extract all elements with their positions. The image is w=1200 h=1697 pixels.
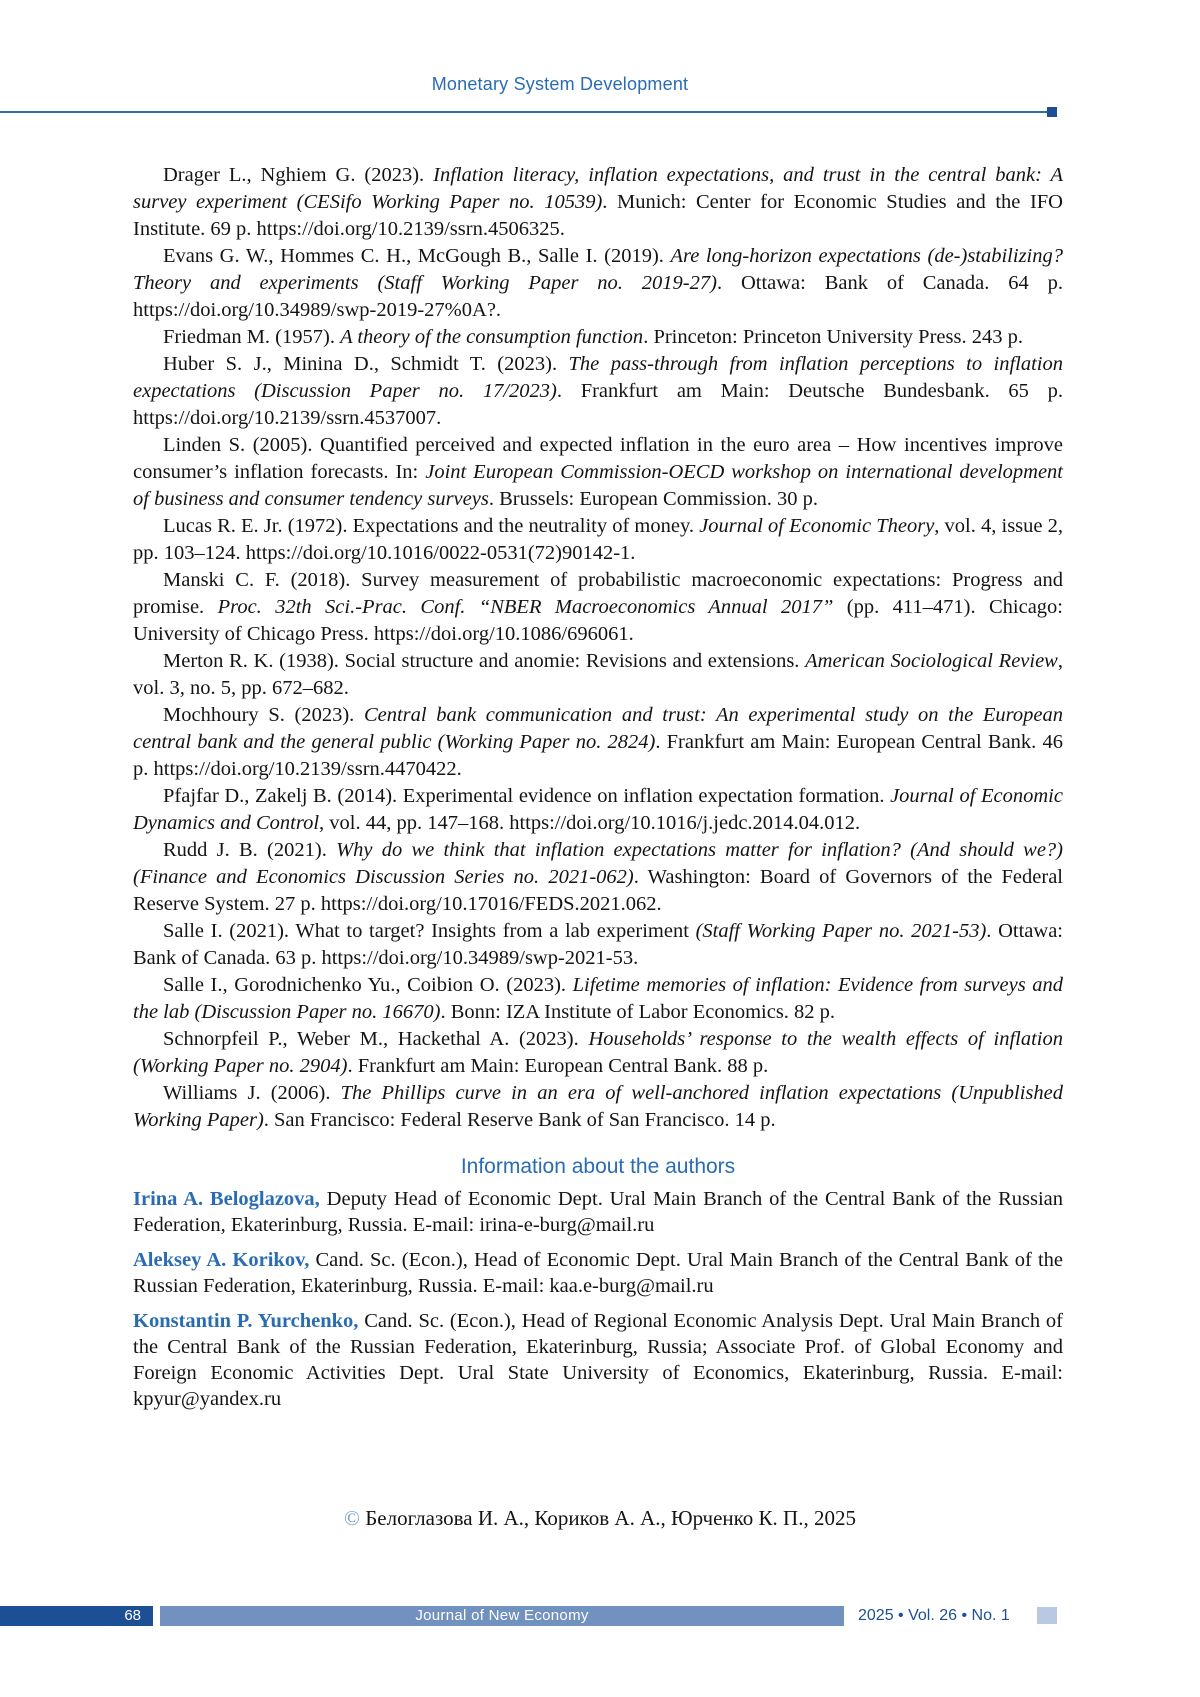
reference-title-italic: Why do we think that inflation expectations matter for inflation? (And should we?) (Finance and Economics Discussion Series no. 2021-062) bbox=[133, 839, 1063, 888]
reference-item bbox=[133, 567, 1063, 648]
reference-text: Manski C. F. (2018). Survey measurement of probabilistic macroeconomic expectations: Progress and promise. bbox=[133, 569, 1063, 618]
reference-item bbox=[133, 702, 1063, 783]
reference-item bbox=[133, 1080, 1063, 1134]
footer-journal-bar: Journal of New Economy bbox=[160, 1606, 844, 1626]
running-head: Monetary System Development bbox=[431, 74, 689, 94]
reference-text: Rudd J. B. (2021). bbox=[163, 839, 337, 861]
reference-item bbox=[133, 972, 1063, 1026]
reference-text: . Frankfurt am Main: European Central Bank. 88 p. bbox=[347, 1055, 769, 1077]
reference-title-italic: Central bank communication and trust: An experimental study on the European central bank and the general public (Working Paper no. 2824) bbox=[133, 704, 1063, 753]
reference-text: Williams J. (2006). bbox=[163, 1082, 341, 1104]
reference-text: . Brussels: European Commission. 30 p. bbox=[488, 488, 818, 510]
reference-item bbox=[133, 918, 1063, 972]
page-content bbox=[133, 162, 1063, 1421]
reference-text: . San Francisco: Federal Reserve Bank of San Francisco. 14 p. bbox=[263, 1109, 776, 1131]
reference-title-italic: Households’ response to the wealth effects of inflation (Working Paper no. 2904) bbox=[133, 1028, 1064, 1077]
reference-title-italic: Are long-horizon expectations (de-)stabilizing? Theory and experiments (Staff Working Paper no. 2019-27) bbox=[133, 245, 1063, 294]
reference-text: Schnorpfeil P., Weber M., Hackethal A. (2023). bbox=[163, 1028, 589, 1050]
author-item bbox=[133, 1247, 1063, 1299]
footer-page-number: 68 bbox=[0, 1606, 153, 1626]
reference-title-italic: Joint European Commission-OECD workshop on international development of business and consumer tendency surveys bbox=[133, 461, 1063, 510]
authors-section-heading: Information about the authors bbox=[460, 1155, 736, 1178]
reference-item bbox=[133, 837, 1063, 918]
reference-title-italic: A theory of the consumption function bbox=[340, 326, 644, 348]
author-description: Cand. Sc. (Econ.), Head of Economic Dept. Ural Main Branch of the Central Bank of the Russian Federation, Ekaterinburg, Russia. E-mail: kaa.e-burg@mail.ru bbox=[133, 1249, 1063, 1297]
reference-text: , vol. 44, pp. 147–168. https://doi.org/10.1016/j.jedc.2014.04.012. bbox=[319, 812, 861, 834]
reference-text: Huber S. J., Minina D., Schmidt T. (2023). bbox=[163, 353, 569, 375]
reference-text: Evans G. W., Hommes C. H., McGough B., Salle I. (2019). bbox=[163, 245, 671, 267]
references-list bbox=[133, 162, 1063, 1134]
reference-title-italic: Inflation literacy, inflation expectations, and trust in the central bank: A survey experiment (CESifo Working Paper no. 10539) bbox=[133, 164, 1063, 213]
reference-text: . Princeton: Princeton University Press. 243 p. bbox=[643, 326, 1023, 348]
copyright-line bbox=[0, 1506, 1200, 1531]
reference-item bbox=[133, 324, 1063, 351]
reference-text: Salle I., Gorodnichenko Yu., Coibion O. (2023). bbox=[163, 974, 573, 996]
reference-text: . Washington: Board of Governors of the Federal Reserve System. 27 p. https://doi.org/10.17016/FEDS.2021.062. bbox=[133, 866, 1063, 915]
header-rule-square bbox=[1047, 107, 1057, 117]
author-name: Irina A. Beloglazova, bbox=[133, 1188, 320, 1210]
reference-text: . Ottawa: Bank of Canada. 63 p. https://doi.org/10.34989/swp-2021-53. bbox=[133, 920, 1063, 969]
copyright-text: Белоглазова И. А., Кориков А. А., Юрченко К. П., 2025 bbox=[359, 1506, 856, 1530]
reference-text: Lucas R. E. Jr. (1972). Expectations and the neutrality of money. bbox=[163, 515, 700, 537]
reference-title-italic: Journal of Economic Theory bbox=[699, 515, 935, 537]
reference-text: . Ottawa: Bank of Canada. 64 p. https://doi.org/10.34989/swp-2019-27%0A?. bbox=[133, 272, 1063, 321]
reference-text: Pfajfar D., Zakelj B. (2014). Experimental evidence on inflation expectation formation. bbox=[163, 785, 891, 807]
copyright-symbol: © bbox=[344, 1506, 360, 1530]
reference-title-italic: Journal of Economic Dynamics and Control bbox=[133, 785, 1063, 834]
footer-corner-square bbox=[1037, 1607, 1057, 1624]
reference-item bbox=[133, 162, 1063, 243]
reference-item bbox=[133, 513, 1063, 567]
author-description: Deputy Head of Economic Dept. Ural Main Branch of the Central Bank of the Russian Federation, Ekaterinburg, Russia. E-mail: irina-e-burg@mail.ru bbox=[133, 1188, 1064, 1236]
reference-item bbox=[133, 783, 1063, 837]
reference-text: Linden S. (2005). Quantified perceived and expected inflation in the euro area – How incentives improve consumer’s inflation forecasts. In: bbox=[133, 434, 1063, 483]
footer-issue-info: 2025 • Vol. 26 • No. 1 bbox=[858, 1607, 1010, 1624]
author-name: Konstantin P. Yurchenko, bbox=[133, 1310, 359, 1332]
reference-text: . Frankfurt am Main: Deutsche Bundesbank. 65 p. https://doi.org/10.2139/ssrn.4537007. bbox=[133, 380, 1064, 429]
reference-text: , vol. 4, issue 2, pp. 103–124. https://doi.org/10.1016/0022-0531(72)90142-1. bbox=[133, 515, 1064, 564]
reference-text: Merton R. K. (1938). Social structure and anomie: Revisions and extensions. bbox=[163, 650, 806, 672]
reference-title-italic: American Sociological Review bbox=[805, 650, 1058, 672]
reference-text: . Frankfurt am Main: European Central Bank. 46 p. https://doi.org/10.2139/ssrn.4470422. bbox=[133, 731, 1063, 780]
author-name: Aleksey A. Korikov, bbox=[133, 1249, 310, 1271]
reference-item bbox=[133, 648, 1063, 702]
reference-item bbox=[133, 432, 1063, 513]
author-item bbox=[133, 1308, 1063, 1412]
reference-text: Drager L., Nghiem G. (2023). bbox=[163, 164, 434, 186]
reference-text: Salle I. (2021). What to target? Insights from a lab experiment bbox=[163, 920, 696, 942]
reference-text: . Bonn: IZA Institute of Labor Economics. 82 p. bbox=[440, 1001, 836, 1023]
reference-title-italic: The pass-through from inflation perceptions to inflation expectations (Discussion Paper no. 17/2023) bbox=[133, 353, 1063, 402]
reference-item bbox=[133, 1026, 1063, 1080]
reference-title-italic: Proc. 32th Sci.-Prac. Conf. “NBER Macroeconomics Annual 2017” bbox=[217, 596, 834, 618]
reference-title-italic: (Staff Working Paper no. 2021-53) bbox=[695, 920, 987, 942]
reference-text: Friedman M. (1957). bbox=[163, 326, 341, 348]
reference-text: . Munich: Center for Economic Studies and the IFO Institute. 69 p. https://doi.org/10.2139/ssrn.4506325. bbox=[133, 191, 1063, 240]
reference-text: Mochhoury S. (2023). bbox=[163, 704, 364, 726]
reference-title-italic: The Phillips curve in an era of well-anchored inflation expectations (Unpublished Working Paper) bbox=[133, 1082, 1064, 1131]
reference-item bbox=[133, 243, 1063, 324]
header-rule bbox=[0, 111, 1053, 113]
author-description: Cand. Sc. (Econ.), Head of Regional Economic Analysis Dept. Ural Main Branch of the Central Bank of the Russian Federation, Ekaterinburg, Russia; Associate Prof. of Global Economy and Foreign Economic Activities Dept. Ural State University of Economics, Ekaterinburg, Russia. E-mail: kpyur@yandex.ru bbox=[133, 1310, 1063, 1410]
reference-text: , vol. 3, no. 5, pp. 672–682. bbox=[133, 650, 1063, 699]
author-item bbox=[133, 1186, 1063, 1238]
reference-text: (pp. 411–471). Chicago: University of Chicago Press. https://doi.org/10.1086/696061. bbox=[133, 596, 1064, 645]
reference-title-italic: Lifetime memories of inflation: Evidence from surveys and the lab (Discussion Paper no. 16670) bbox=[133, 974, 1063, 1023]
reference-item bbox=[133, 351, 1063, 432]
authors-list bbox=[133, 1186, 1063, 1412]
